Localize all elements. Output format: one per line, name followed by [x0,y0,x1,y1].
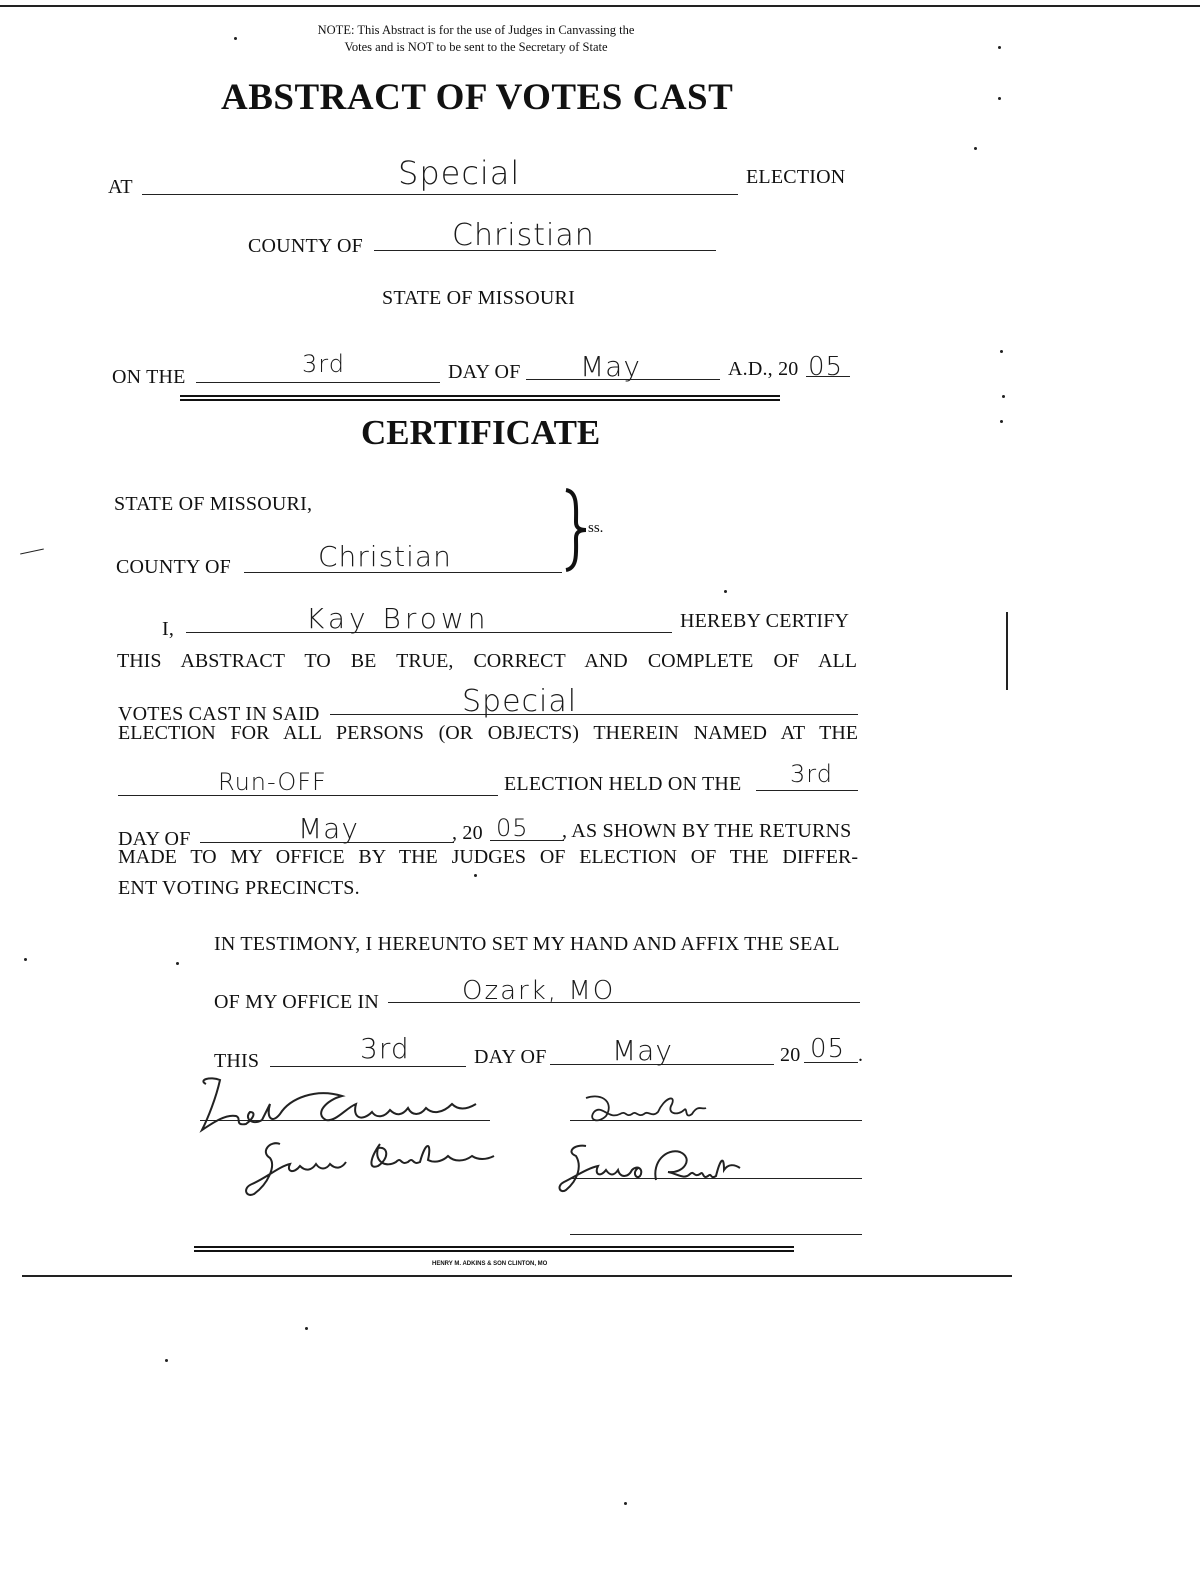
votes-cast-label: VOTES CAST IN SAID [118,703,320,725]
scan-speck [998,46,1001,49]
scan-speck [724,590,727,593]
testimony-day-of-label: DAY OF [474,1046,547,1068]
office-underline [388,1002,860,1003]
this-day-handwritten: 3rd [360,1032,410,1065]
held-day-handwritten: 3rd [790,760,833,788]
at-underline [142,194,738,195]
scan-speck [1000,420,1003,423]
scan-speck [24,958,27,961]
ad-label: A.D., 20 [728,358,799,380]
signature-4-scribble [556,1140,746,1200]
cert-county-handwritten: Christian [318,540,452,573]
on-the-label: ON THE [112,366,186,388]
scan-speck [998,97,1001,100]
election-kind-handwritten: Run-OFF [218,768,327,796]
footer-divider [194,1246,794,1252]
document-title: ABSTRACT OF VOTES CAST [221,77,734,118]
cert-year-handwritten: 05 [496,814,529,842]
page-edge-rule [22,1275,1012,1277]
testimony-year-prefix: 20 [780,1044,801,1066]
scan-speck [974,147,977,150]
signature-1-scribble [196,1074,496,1144]
office-label: OF MY OFFICE IN [214,991,380,1013]
cert-line-4: ELECTION FOR ALL PERSONS (OR OBJECTS) THEREIN NAMED AT THE [118,722,858,744]
cert-line-7: MADE TO MY OFFICE BY THE JUDGES OF ELECTION OF THE DIFFER- [118,846,858,868]
note-line-2: Votes and is NOT to be sent to the Secretary of State [344,40,608,54]
signature-3-scribble [240,1136,500,1202]
cert-county-label: COUNTY OF [116,556,231,578]
testimony-month-handwritten: May [612,1034,673,1067]
this-label: THIS [214,1050,260,1072]
header-note [296,22,656,56]
ss-label: ss. [588,520,604,536]
office-location-handwritten: Ozark, MO [462,976,616,1006]
shown-by-label: , AS SHOWN BY THE RETURNS [562,820,852,842]
scan-speck [1002,395,1005,398]
cert-day-of-label: DAY OF [118,828,191,850]
at-label: AT [108,176,133,198]
held-on-label: ELECTION HELD ON THE [504,773,742,795]
cert-line-8: ENT VOTING PRECINCTS. [118,877,360,899]
section-divider [180,395,780,401]
cert-year-prefix: , 20 [452,822,483,844]
signature-2-scribble [580,1090,710,1130]
on-the-underline [196,382,440,383]
election-type-handwritten: Special [398,154,521,192]
certificate-title: CERTIFICATE [361,413,601,452]
cert-state-label: STATE OF MISSOURI, [114,493,313,515]
day-of-label: DAY OF [448,361,521,383]
held-day-underline [756,790,858,791]
hereby-certify-label: HEREBY CERTIFY [680,610,850,632]
scan-speck [165,1359,168,1362]
scan-speck [176,962,179,965]
state-label: STATE OF MISSOURI [382,287,575,309]
scan-speck [305,1327,308,1330]
signature-line-4 [570,1234,862,1235]
certifier-handwritten: Kay Brown [306,602,490,635]
month-handwritten: May [580,350,641,383]
votes-cast-underline [330,714,858,715]
printer-credit: HENRY M. ADKINS & SON CLINTON, MO [432,1261,548,1267]
scan-dash-left [20,549,44,555]
i-label: I, [162,618,175,640]
county-label: COUNTY OF [248,235,363,257]
year-handwritten: 05 [808,352,844,382]
note-line-1: NOTE: This Abstract is for the use of Judges in Canvassing the [317,23,635,37]
brace-icon [560,488,590,572]
scan-speck [234,37,237,40]
election-label: ELECTION [746,166,846,188]
this-day-underline [270,1066,466,1067]
scan-speck [474,874,477,877]
testimony-line-1: IN TESTIMONY, I HEREUNTO SET MY HAND AND AFFIX THE SEAL [214,933,840,955]
scan-vertical-mark [1006,612,1008,690]
cert-month-handwritten: May [298,812,359,845]
scan-speck [624,1502,627,1505]
county-handwritten: Christian [452,218,595,253]
scan-top-edge [0,5,1200,7]
day-handwritten: 3rd [302,350,345,378]
testimony-year-handwritten: 05 [810,1034,846,1064]
testimony-period: . [858,1044,864,1066]
cert-line-2: THIS ABSTRACT TO BE TRUE, CORRECT AND COMPLETE OF ALL [117,650,857,672]
scan-speck [1000,350,1003,353]
cert-election-type-handwritten: Special [462,684,578,719]
